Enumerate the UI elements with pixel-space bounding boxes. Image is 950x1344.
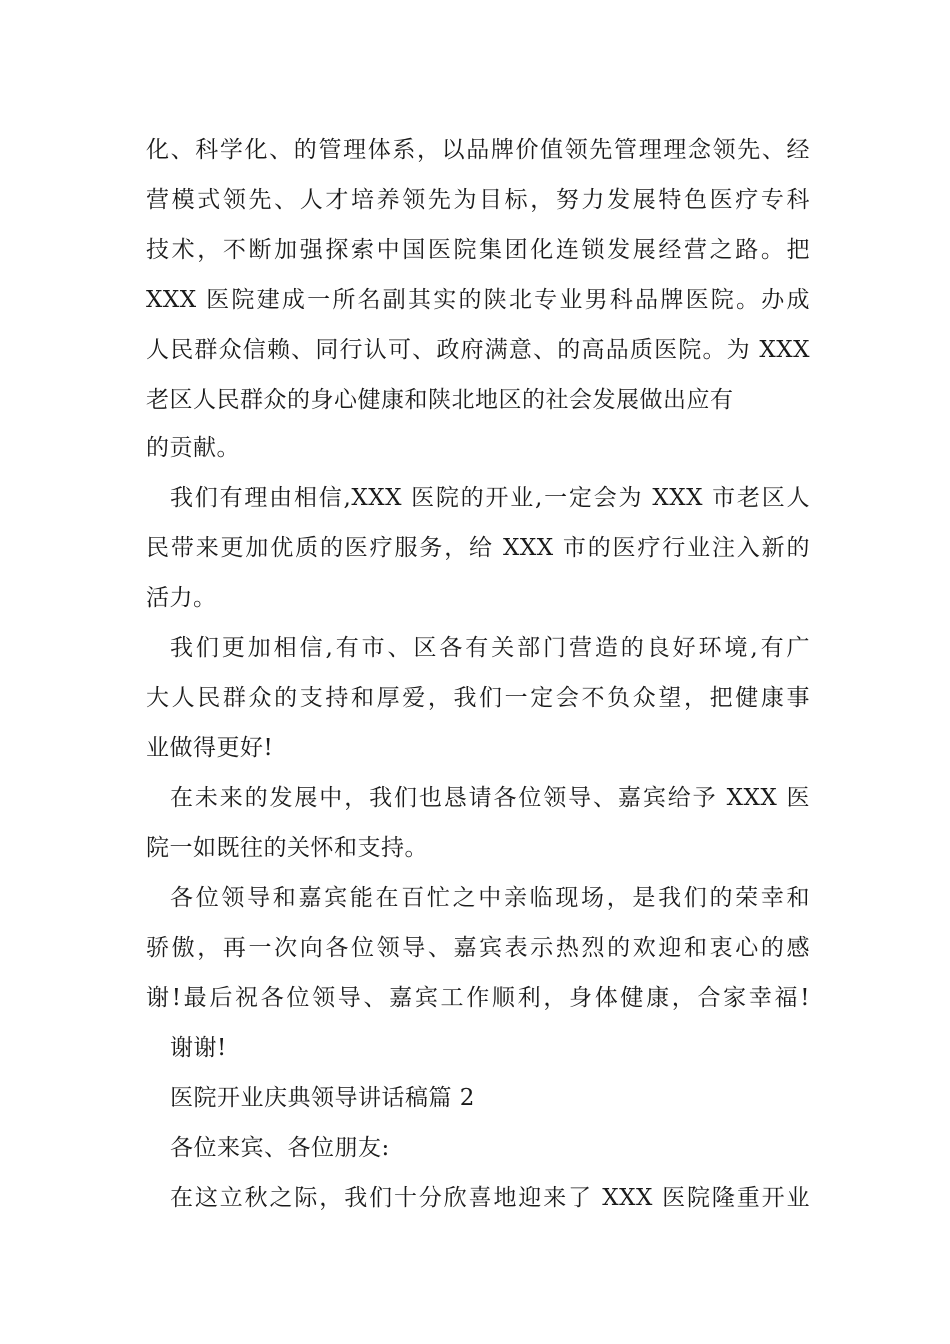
text-line: 民带来更加优质的医疗服务，给 XXX 市的医疗行业注入新的 (146, 535, 810, 561)
paragraph-first-line: 各位领导和嘉宾能在百忙之中亲临现场，是我们的荣幸和 (170, 885, 810, 911)
text-line: 谢!最后祝各位领导、嘉宾工作顺利，身体健康，合家幸福! (146, 985, 810, 1011)
paragraph-first-line: 我们更加相信,有市、区各有关部门营造的良好环境,有广 (170, 635, 810, 661)
text-line: 老区人民群众的身心健康和陕北地区的社会发展做出应有 (146, 387, 734, 413)
salutation-line: 各位来宾、各位朋友: (170, 1135, 390, 1161)
text-line: 营模式领先、人才培养领先为目标，努力发展特色医疗专科 (146, 187, 810, 213)
text-line: 业做得更好! (146, 735, 274, 761)
text-line: 院一如既往的关怀和支持。 (146, 835, 428, 861)
section-heading: 医院开业庆典领导讲话稿篇 2 (170, 1085, 475, 1111)
paragraph-first-line: 在这立秋之际，我们十分欣喜地迎来了 XXX 医院隆重开业 (170, 1185, 810, 1211)
text-line: XXX 医院建成一所名副其实的陕北专业男科品牌医院。办成 (146, 287, 810, 313)
text-line: 大人民群众的支持和厚爱，我们一定会不负众望，把健康事 (146, 685, 810, 711)
paragraph-first-line: 我们有理由相信,XXX 医院的开业,一定会为 XXX 市老区人 (170, 485, 810, 511)
text-line: 活力。 (146, 585, 217, 611)
text-line: 骄傲，再一次向各位领导、嘉宾表示热烈的欢迎和衷心的感 (146, 935, 810, 961)
paragraph-first-line: 在未来的发展中，我们也恳请各位领导、嘉宾给予 XXX 医 (170, 785, 810, 811)
text-line: 化、科学化、的管理体系，以品牌价值领先管理理念领先、经 (146, 137, 810, 163)
closing-line: 谢谢! (170, 1035, 227, 1061)
text-line: 的贡献。 (146, 435, 240, 461)
text-line: 技术，不断加强探索中国医院集团化连锁发展经营之路。把 (146, 237, 810, 263)
text-line: 人民群众信赖、同行认可、政府满意、的高品质医院。为 XXX (146, 337, 810, 363)
